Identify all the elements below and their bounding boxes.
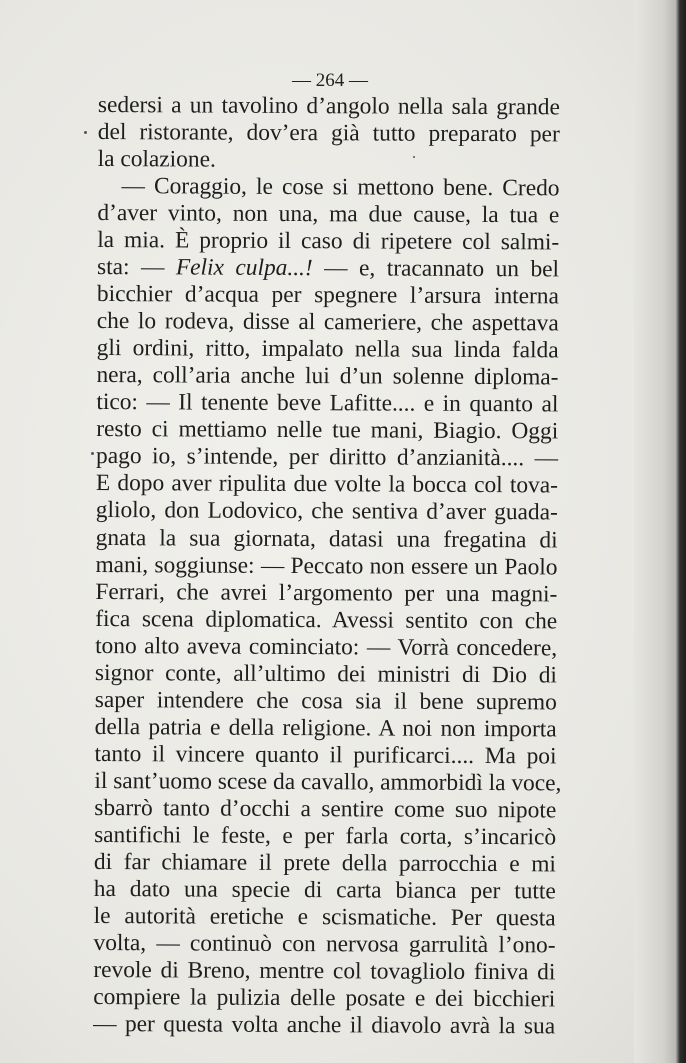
print-speck bbox=[413, 156, 415, 158]
text-line bbox=[97, 254, 559, 283]
text-line: il sant’uomo scese da cavallo, ammorbidì la voce, bbox=[94, 767, 562, 797]
text-line: le autorità eretiche e scismatiche. Per questa bbox=[93, 902, 556, 932]
text-line: nera, coll’aria anche lui d’un solenne diploma- bbox=[96, 362, 559, 391]
text-line: di far chiamare il prete della parrocchia e mi bbox=[93, 848, 557, 878]
body-text bbox=[93, 92, 560, 1040]
text-line: E dopo aver ripulita due volte la bocca col tova- bbox=[95, 470, 559, 499]
text-line: del ristorante, dov’era già tutto preparato per bbox=[97, 119, 560, 148]
text-line: gliolo, don Lodovico, che sentiva d’aver guada- bbox=[95, 497, 558, 526]
text-line: tanto il vincere quanto il purificarci.... Ma poi bbox=[94, 740, 557, 770]
page-number: — 264 — bbox=[292, 70, 368, 91]
print-speck bbox=[84, 131, 87, 134]
text-line: mani, soggiunse: — Peccato non essere un Paolo bbox=[95, 551, 558, 580]
text-line: fica scena diplomatica. Avessi sentito con che bbox=[95, 605, 558, 635]
text-line: che lo rodeva, disse al cameriere, che aspettava bbox=[96, 308, 559, 337]
text-line: gnata la sua giornata, datasi una fregatina di bbox=[95, 524, 558, 553]
text-line: gli ordini, ritto, impalato nella sua linda falda bbox=[96, 335, 559, 364]
text-line: della patria e della religione. A noi non importa bbox=[94, 713, 557, 743]
text-line: tico: — Il tenente beve Lafitte.... e in quanto al bbox=[96, 389, 559, 418]
text-line: la colazione. bbox=[97, 146, 216, 173]
text-line: revole di Breno, mentre col tovagliolo finiva di bbox=[93, 956, 556, 986]
text-line: sedersi a un tavolino d’angolo nella sala grande bbox=[97, 92, 560, 121]
text-line: la mia. È proprio il caso di ripetere col salmi- bbox=[97, 227, 560, 256]
italic-quote: Felix culpa...! bbox=[175, 254, 313, 282]
text-line: pago io, s’intende, per diritto d’anzianità.... — bbox=[96, 443, 559, 472]
page-gutter-shadow bbox=[634, 0, 686, 1063]
text-line: ha dato una specie di carta bianca per tutte bbox=[93, 875, 556, 905]
text-line: Ferrari, che avrei l’argomento per una magni- bbox=[95, 578, 558, 607]
text-line: volta, — continuò con nervosa garrulità l’ono- bbox=[93, 929, 556, 959]
text-line: sbarrò tanto d’occhi a sentire come suo nipote bbox=[94, 794, 557, 824]
text-line: — Coraggio, le cose si mettono bene. Credo bbox=[121, 173, 560, 202]
text-line: bicchier d’acqua per spegnere l’arsura interna bbox=[96, 281, 560, 310]
text-line: santifichi le feste, e per farla corta, s’incaricò bbox=[94, 821, 557, 851]
text-line: saper intendere che cosa sia il bene supremo bbox=[94, 686, 557, 716]
text-line: resto ci mettiamo nelle tue mani, Biagio. Oggi bbox=[96, 416, 559, 445]
print-speck bbox=[91, 452, 94, 455]
text-line: — per questa volta anche il diavolo avrà la sua bbox=[93, 1011, 556, 1040]
text-segment: sta: — bbox=[97, 254, 176, 281]
text-segment: — e, tracannato un bel bbox=[312, 255, 560, 283]
text-line: tono alto aveva cominciato: — Vorrà concedere, bbox=[95, 632, 558, 662]
text-line: d’aver vinto, non una, ma due cause, la tua e bbox=[97, 200, 560, 229]
text-line: compiere la pulizia delle posate e dei bicchieri bbox=[93, 984, 556, 1013]
text-line: signor conte, all’ultimo dei ministri di Dio di bbox=[94, 659, 558, 689]
